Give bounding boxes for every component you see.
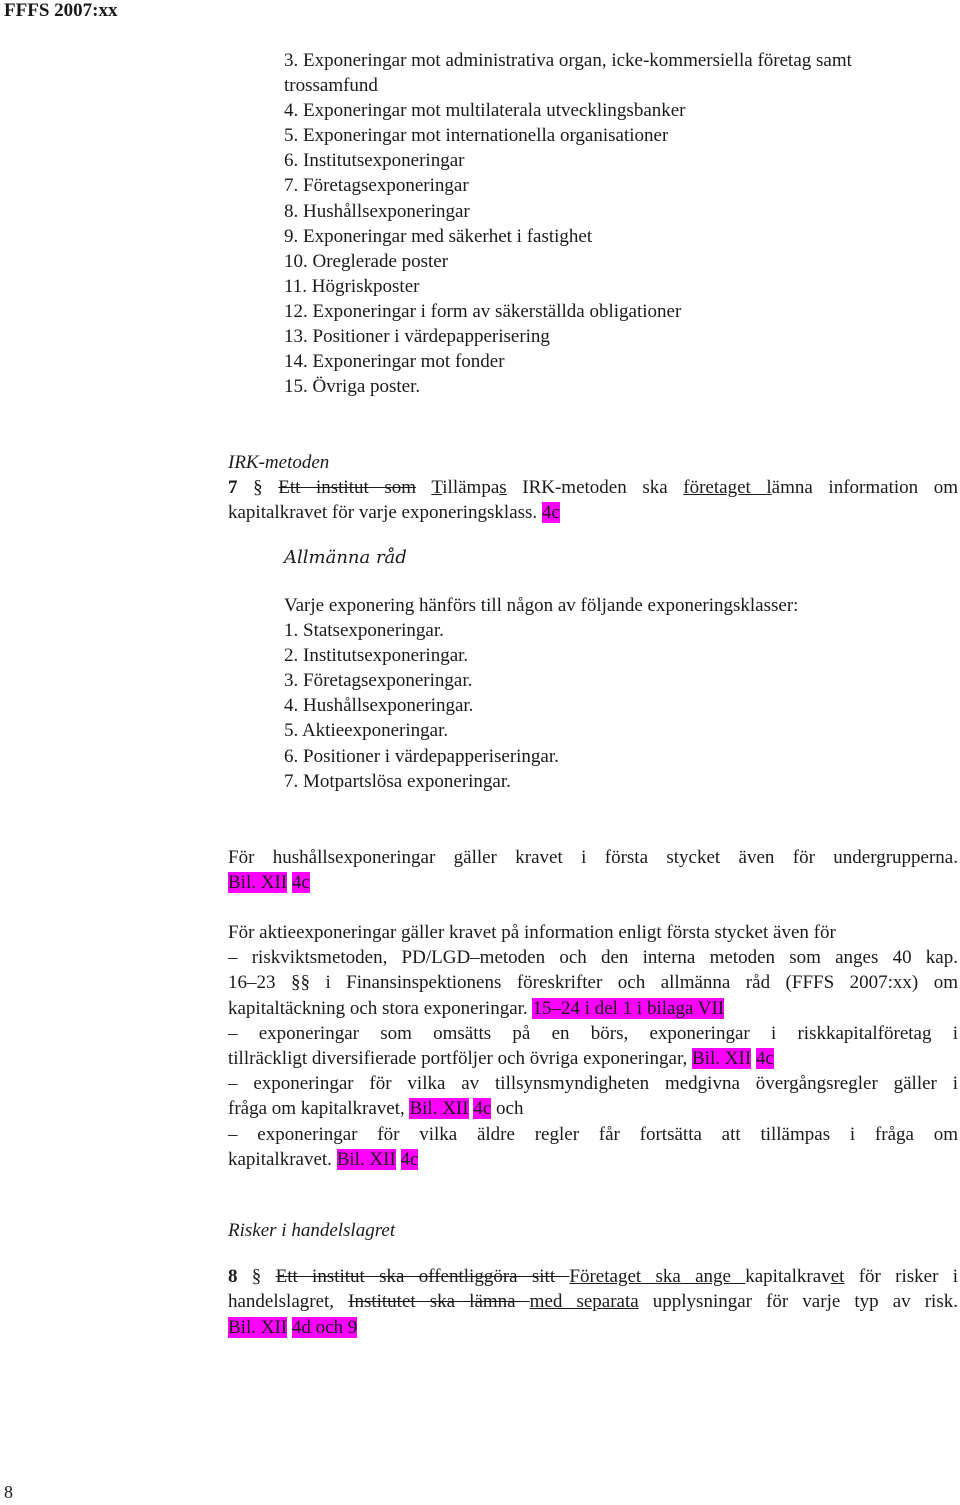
body-text: kapitalkravet. xyxy=(228,1148,332,1170)
body-text: kapitaltäckning och stora exponeringar. xyxy=(228,997,528,1019)
body-text: illämpa xyxy=(442,477,500,499)
reference-tag: Bil. XII xyxy=(336,1148,396,1170)
reference-tag: 4d och 9 xyxy=(291,1316,358,1338)
reference-tag: Bil. XII xyxy=(692,1048,752,1070)
body-text: upplysningar för varje typ av risk. xyxy=(638,1291,958,1313)
paragraph-line: – riskviktsmetoden, PD/LGD–metoden och den interna metoden som anges 40 kap. xyxy=(228,947,958,969)
paragraph-line xyxy=(228,1046,958,1071)
inserted-text: et xyxy=(830,1266,845,1288)
paragraph-line: – exponeringar för vilka av tillsynsmyndigheten medgivna övergångsregler gäller i xyxy=(228,1073,958,1095)
deleted-text: Institutet ska lämna xyxy=(348,1291,530,1313)
document-header: FFFS 2007:xx xyxy=(4,0,118,21)
list-item: 4. Exponeringar mot multilaterala utvecklingsbanker xyxy=(284,100,686,122)
paragraph-line xyxy=(228,996,958,1021)
list-item: 10. Oreglerade poster xyxy=(284,250,449,272)
inserted-text: Företaget ska ange xyxy=(569,1266,746,1288)
paragraph-line xyxy=(228,1315,958,1340)
paragraph-line xyxy=(228,1096,958,1121)
paragraph-line: För aktieexponeringar gäller kravet på information enligt första stycket även för xyxy=(228,922,836,943)
list-item: 6. Institutsexponeringar xyxy=(284,150,465,172)
body-text: fråga om kapitalkravet, xyxy=(228,1098,405,1120)
inserted-text: s xyxy=(499,477,507,499)
paragraph-number: 7 xyxy=(228,477,238,499)
list-item: 5. Aktieexponeringar. xyxy=(284,720,449,742)
reference-tag: 4c xyxy=(400,1148,419,1170)
paragraph-line xyxy=(228,500,958,525)
body-text: för risker i xyxy=(844,1266,958,1288)
list-item: 6. Positioner i värdepapperiseringar. xyxy=(284,745,559,767)
list-item: 4. Hushållsexponeringar. xyxy=(284,695,474,717)
body-text: och xyxy=(496,1098,524,1120)
reference-tag: Bil. XII xyxy=(228,872,288,894)
body-text: kapitalkravet för varje exponeringsklass. xyxy=(228,502,538,524)
list-item: 7. Motpartslösa exponeringar. xyxy=(284,770,511,792)
exposure-class-list xyxy=(284,48,852,399)
list-item: 13. Positioner i värdepapperisering xyxy=(284,326,550,348)
inserted-text: med separata xyxy=(529,1291,639,1313)
list-item: 2. Institutsexponeringar. xyxy=(284,645,469,667)
body-text: handelslagret, xyxy=(228,1291,349,1313)
list-item: 3. Exponeringar mot administrativa organ, icke-kommersiella företag samt xyxy=(284,50,852,71)
paragraph-line xyxy=(228,475,958,500)
paragraph-line: – exponeringar som omsätts på en börs, exponeringar i riskkapitalföretag i xyxy=(228,1022,958,1044)
section-heading-trading: Risker i handelslagret xyxy=(228,1220,396,1241)
inserted-text: företaget l xyxy=(683,477,772,499)
paragraph-line: 16–23 §§ i Finansinspektionens föreskrifter och allmänna råd (FFFS 2007:xx) om xyxy=(228,972,958,994)
list-item: 8. Hushållsexponeringar xyxy=(284,200,470,222)
deleted-text: Ett institut ska offentliggöra sitt xyxy=(275,1266,570,1288)
reference-tag: 4c xyxy=(541,502,560,524)
list-item: 11. Högriskposter xyxy=(284,275,420,297)
paragraph-line xyxy=(228,1147,958,1172)
household-paragraph xyxy=(228,845,958,895)
body-text: kapitalkrav xyxy=(745,1266,831,1288)
body-text: tillräckligt diversifierade portföljer och övriga exponeringar, xyxy=(228,1048,688,1070)
reference-tag: 4c xyxy=(291,872,310,894)
paragraph-number: 8 xyxy=(228,1266,238,1288)
list-item: 5. Exponeringar mot internationella organisationer xyxy=(284,125,669,147)
reference-tag: 4c xyxy=(473,1098,492,1120)
reference-tag: Bil. XII xyxy=(228,1316,288,1338)
section-sign: § xyxy=(253,477,263,499)
section-heading-irk: IRK-metoden xyxy=(228,452,330,473)
equity-paragraph xyxy=(228,920,958,1172)
paragraph-line xyxy=(228,1264,958,1289)
advice-intro: Varje exponering hänförs till någon av följande exponeringsklasser: xyxy=(284,595,799,616)
list-item: 3. Företagsexponeringar. xyxy=(284,670,473,692)
list-item: 9. Exponeringar med säkerhet i fastighet xyxy=(284,225,593,247)
general-advice-heading: Allmänna råd xyxy=(284,547,407,568)
list-item: trossamfund xyxy=(284,75,378,97)
paragraph-line: För hushållsexponeringar gäller kravet i första stycket även för undergrupperna. xyxy=(228,847,958,868)
section-sign: § xyxy=(251,1266,262,1288)
deleted-text: Ett institut som xyxy=(278,477,417,499)
paragraph-line: – exponeringar för vilka äldre regler får fortsätta att tillämpas i fråga om xyxy=(228,1123,958,1145)
list-item: 1. Statsexponeringar. xyxy=(284,620,444,642)
irk-section xyxy=(228,450,958,526)
list-item: 14. Exponeringar mot fonder xyxy=(284,351,505,373)
page-number: 8 xyxy=(4,1482,13,1502)
body-text: IRK-metoden ska xyxy=(506,477,684,499)
body-text: ämna information om xyxy=(771,477,959,499)
trading-book-section xyxy=(228,1218,958,1340)
paragraph-line xyxy=(228,870,958,895)
list-item: 12. Exponeringar i form av säkerställda obligationer xyxy=(284,300,682,322)
reference-tag: Bil. XII xyxy=(409,1098,469,1120)
paragraph-line xyxy=(228,1289,958,1314)
list-item: 15. Övriga poster. xyxy=(284,376,421,398)
inserted-text: T xyxy=(431,477,443,499)
reference-tag: 15–24 i del 1 i bilaga VII xyxy=(532,997,725,1019)
list-item: 7. Företagsexponeringar xyxy=(284,175,469,197)
reference-tag: 4c xyxy=(755,1048,774,1070)
general-advice-body xyxy=(284,593,798,794)
